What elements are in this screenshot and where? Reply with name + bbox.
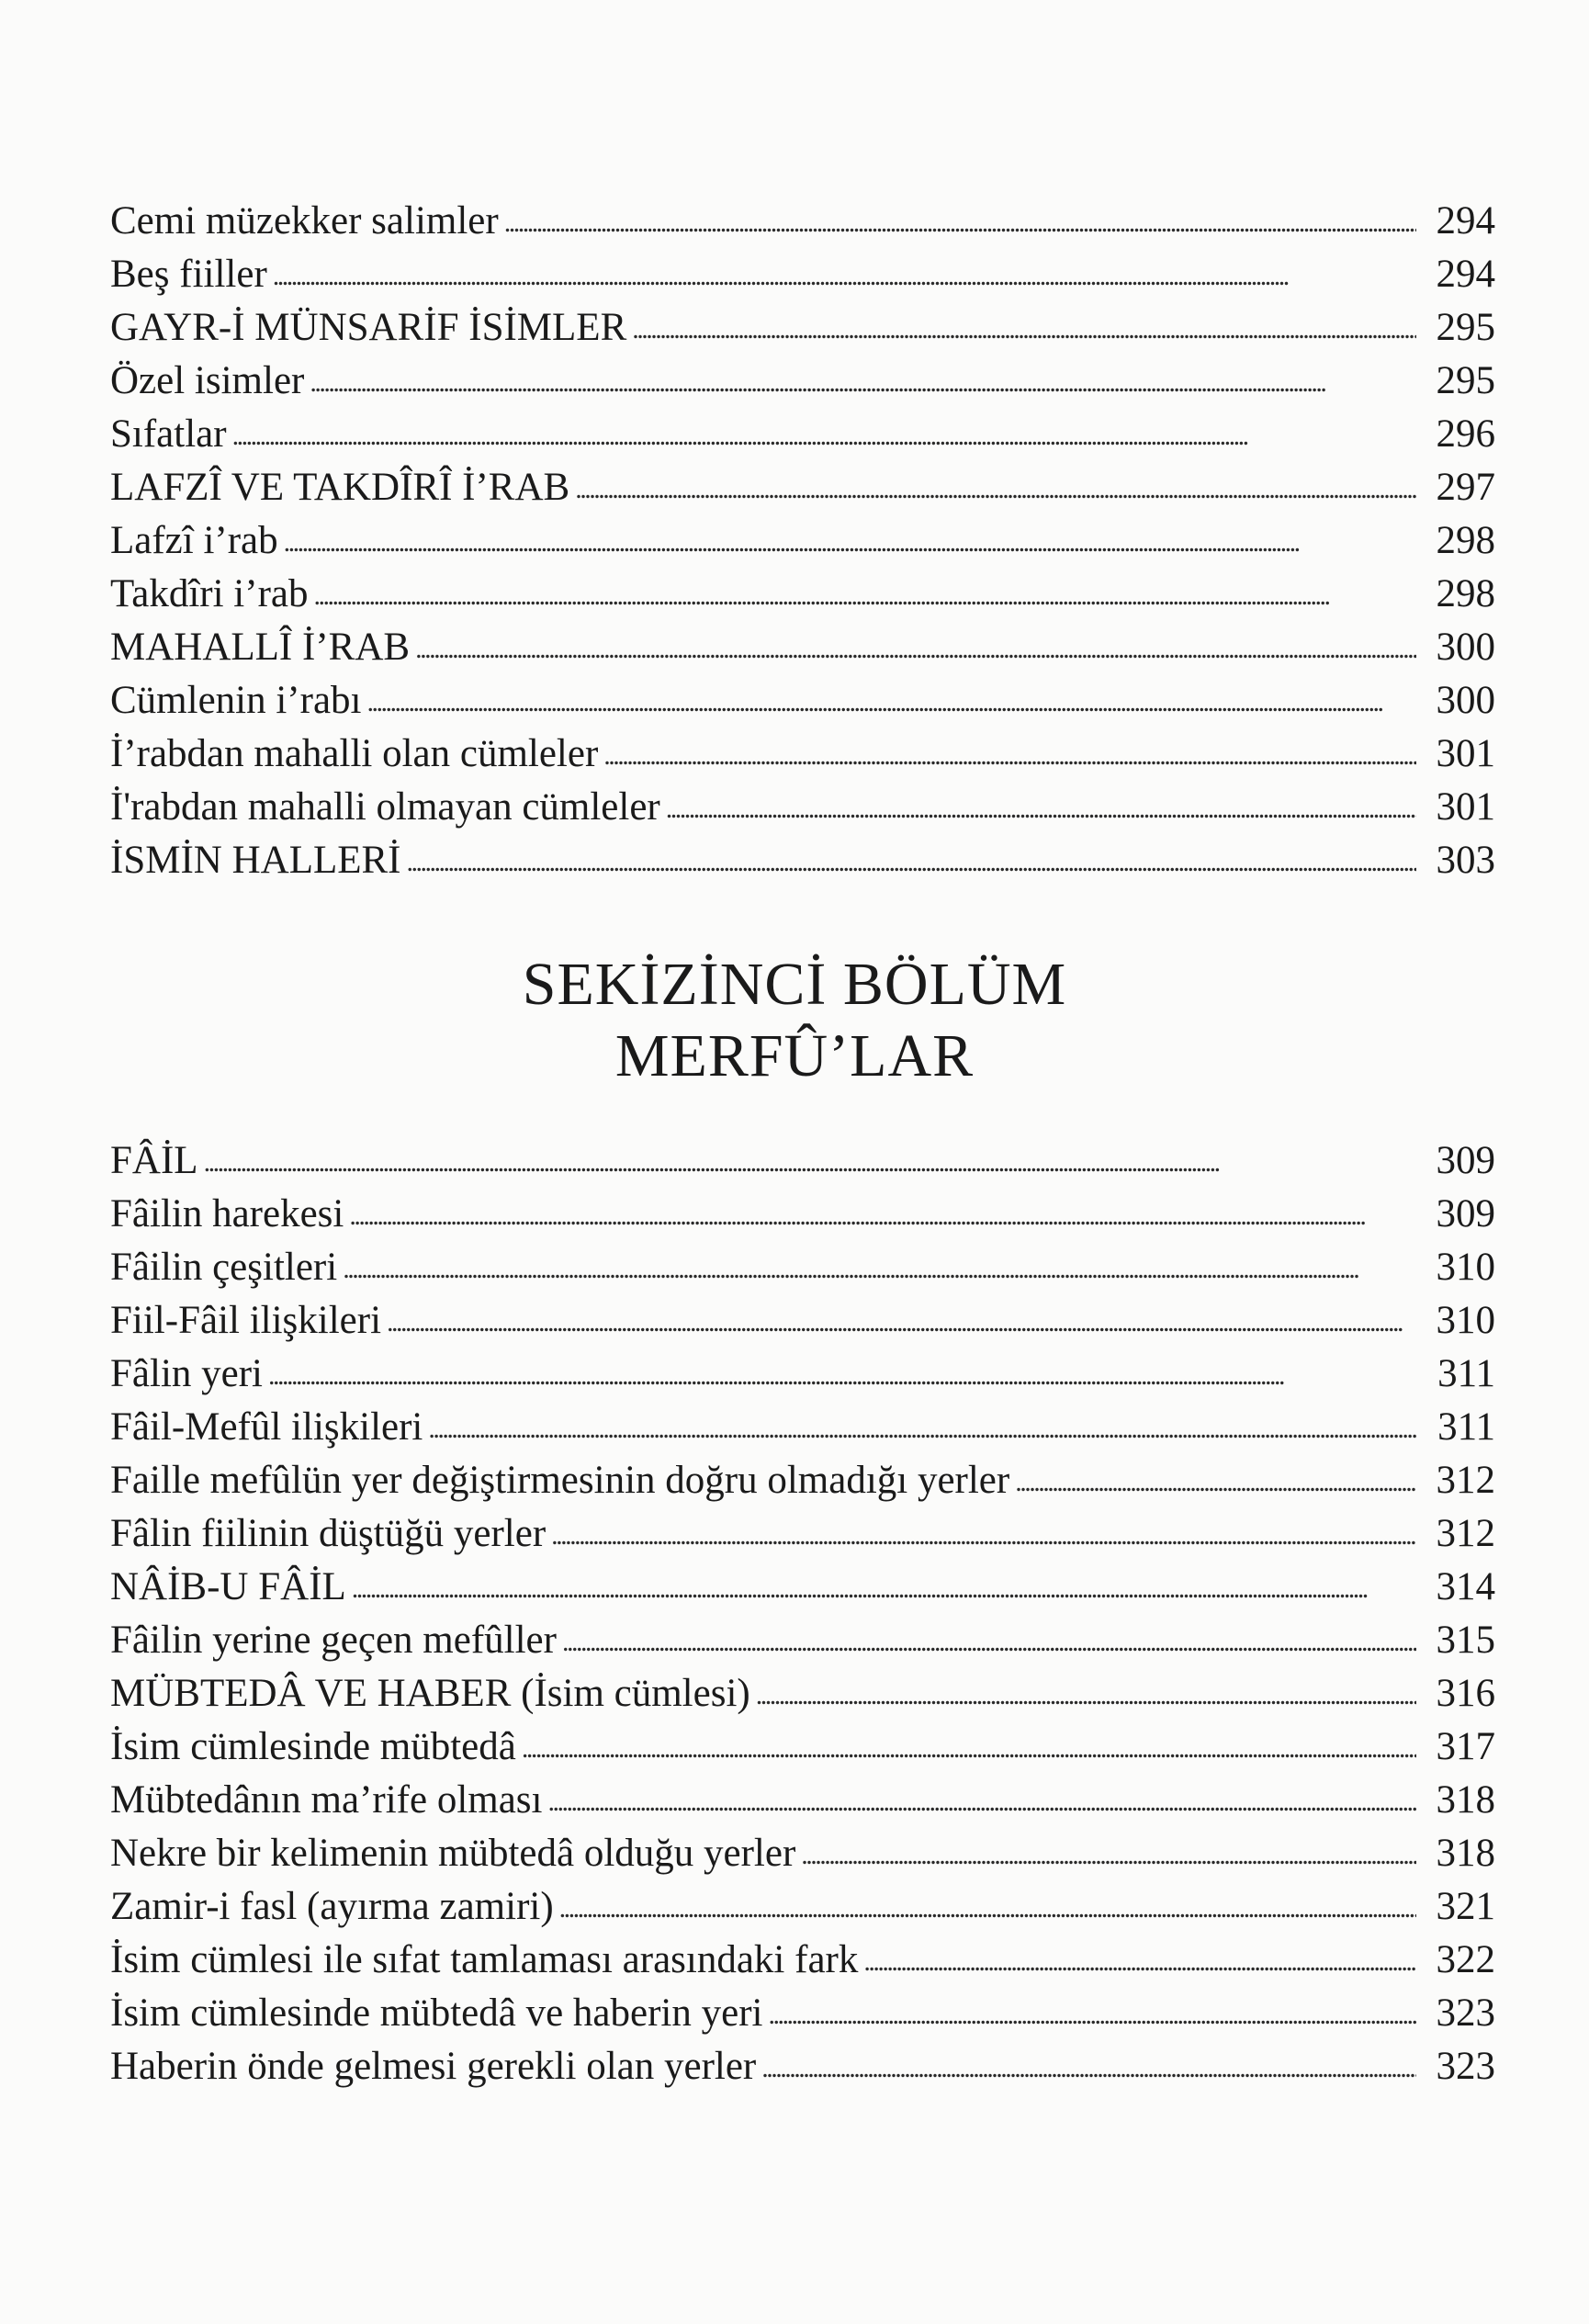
toc-entry-page: 310	[1436, 1246, 1495, 1289]
toc-entry	[110, 301, 1495, 355]
dot-leader	[551, 1506, 1416, 1562]
toc-entry	[110, 1987, 1495, 2040]
toc-entry-page: 298	[1436, 572, 1495, 615]
toc-entry-title: Cemi müzekker salimler	[110, 199, 499, 243]
toc-entry	[110, 1188, 1495, 1241]
dot-leader	[603, 726, 1416, 783]
toc-entry-title: Mübtedânın ma’rife olması	[110, 1778, 543, 1822]
toc-entry-title: Haberin önde gelmesi gerekli olan yerler	[110, 2045, 757, 2088]
toc-entry-page: 311	[1437, 1405, 1495, 1449]
toc-entry	[110, 728, 1495, 781]
dot-leader	[547, 1772, 1416, 1829]
toc-entry-title: İsim cümlesinde mübtedâ	[110, 1725, 516, 1768]
toc-entry	[110, 834, 1495, 887]
toc-entry-page: 318	[1436, 1832, 1495, 1875]
dot-leader	[387, 1292, 1416, 1349]
toc-entry-title: Fâilin yerine geçen mefûller	[110, 1619, 557, 1662]
toc-entry	[110, 1774, 1495, 1827]
dot-leader	[575, 459, 1416, 516]
toc-entry	[110, 408, 1495, 461]
toc-entry-page: 298	[1436, 519, 1495, 562]
dot-leader	[310, 353, 1416, 410]
toc-entry	[110, 1667, 1495, 1720]
dot-leader	[349, 1186, 1416, 1243]
dot-leader	[504, 193, 1416, 250]
dot-leader	[562, 1612, 1416, 1669]
dot-leader	[801, 1825, 1416, 1882]
dot-leader	[232, 406, 1416, 463]
toc-entry-page: 295	[1436, 359, 1495, 402]
toc-entry-page: 297	[1436, 466, 1495, 509]
dot-leader	[522, 1719, 1416, 1776]
toc-entry-page: 311	[1437, 1352, 1495, 1395]
toc-entry-page: 295	[1436, 306, 1495, 349]
toc-entry-page: 322	[1436, 1938, 1495, 1981]
toc-entry-title: Zamir-i fasl (ayırma zamiri)	[110, 1885, 554, 1928]
toc-entry-title: LAFZÎ VE TAKDÎRÎ İ’RAB	[110, 466, 570, 509]
toc-entry-title: MÜBTEDÂ VE HABER (İsim cümlesi)	[110, 1672, 750, 1715]
toc-entry-title: Nekre bir kelimenin mübtedâ olduğu yerler	[110, 1832, 796, 1875]
toc-entry-page: 318	[1436, 1778, 1495, 1822]
toc-entry-page: 296	[1436, 412, 1495, 456]
toc-entry	[110, 1454, 1495, 1507]
toc-entry	[110, 781, 1495, 834]
toc-entry	[110, 1401, 1495, 1454]
toc-entry	[110, 674, 1495, 728]
dot-leader	[666, 779, 1416, 836]
toc-entry	[110, 461, 1495, 514]
section-heading-chapter: SEKİZİNCİ BÖLÜM	[522, 951, 1067, 1018]
toc-entry-page: 303	[1436, 839, 1495, 882]
toc-entry-page: 314	[1436, 1565, 1495, 1608]
toc-entry	[110, 1134, 1495, 1188]
toc-list-second	[110, 1134, 1495, 2093]
dot-leader	[559, 1878, 1416, 1935]
toc-entry-page: 315	[1436, 1619, 1495, 1662]
toc-entry-title: İSMİN HALLERİ	[110, 839, 401, 882]
toc-entry-title: Özel isimler	[110, 359, 305, 402]
toc-entry-page: 323	[1436, 2045, 1495, 2088]
dot-leader	[632, 299, 1416, 356]
toc-entry-title: Fâil-Mefûl ilişkileri	[110, 1405, 423, 1449]
toc-entry-title: Cümlenin i’rabı	[110, 679, 362, 722]
toc-entry	[110, 1507, 1495, 1561]
toc-entry	[110, 1241, 1495, 1294]
toc-list-first	[110, 195, 1495, 887]
toc-entry	[110, 1880, 1495, 1934]
dot-leader	[343, 1239, 1416, 1296]
dot-leader	[268, 1346, 1416, 1403]
dot-leader	[204, 1133, 1416, 1190]
dot-leader	[407, 832, 1417, 889]
toc-entry-page: 323	[1436, 1991, 1495, 2035]
toc-entry	[110, 568, 1495, 621]
toc-entry	[110, 1614, 1495, 1667]
toc-entry-page: 300	[1436, 626, 1495, 669]
toc-entry-page: 294	[1436, 199, 1495, 243]
toc-entry-title: Sıfatlar	[110, 412, 227, 456]
toc-entry	[110, 1934, 1495, 1987]
toc-entry-page: 321	[1436, 1885, 1495, 1928]
toc-entry-title: Lafzî i’rab	[110, 519, 278, 562]
dot-leader	[415, 619, 1416, 676]
dot-leader	[428, 1399, 1416, 1456]
toc-entry-title: İ'rabdan mahalli olmayan cümleler	[110, 785, 660, 829]
toc-entry-page: 312	[1436, 1459, 1495, 1502]
toc-entry-page: 301	[1436, 785, 1495, 829]
toc-entry-title: Fâilin harekesi	[110, 1192, 344, 1235]
toc-entry	[110, 514, 1495, 568]
dot-leader	[756, 1665, 1416, 1722]
toc-entry-title: Fâlin fiilinin düştüğü yerler	[110, 1512, 547, 1555]
dot-leader	[366, 672, 1416, 729]
toc-entry-title: İsim cümlesinde mübtedâ ve haberin yeri	[110, 1991, 763, 2035]
toc-entry-page: 316	[1436, 1672, 1495, 1715]
toc-entry-title: Fiil-Fâil ilişkileri	[110, 1299, 382, 1342]
toc-entry	[110, 195, 1495, 248]
toc-entry	[110, 1348, 1495, 1401]
toc-entry-page: 317	[1436, 1725, 1495, 1768]
dot-leader	[313, 566, 1416, 623]
toc-entry-page: 300	[1436, 679, 1495, 722]
toc-entry	[110, 1561, 1495, 1614]
toc-entry-title: Fâlin yeri	[110, 1352, 263, 1395]
toc-entry	[110, 621, 1495, 674]
toc-entry	[110, 355, 1495, 408]
toc-entry-title: GAYR-İ MÜNSARİF İSİMLER	[110, 306, 627, 349]
toc-entry-title: Beş fiiller	[110, 253, 267, 296]
toc-entry-page: 301	[1436, 732, 1495, 775]
toc-entry-page: 309	[1436, 1192, 1495, 1235]
toc-entry	[110, 248, 1495, 301]
toc-entry-page: 294	[1436, 253, 1495, 296]
toc-entry	[110, 2040, 1495, 2093]
toc-entry-title: Fâilin çeşitleri	[110, 1246, 338, 1289]
toc-entry	[110, 1720, 1495, 1774]
toc-entry-title: MAHALLÎ İ’RAB	[110, 626, 411, 669]
toc-entry-title: Faille mefûlün yer değiştirmesinin doğru olmadığı yerler	[110, 1459, 1010, 1502]
toc-entry-page: 309	[1436, 1139, 1495, 1182]
toc-entry-title: İsim cümlesi ile sıfat tamlaması arasındaki fark	[110, 1938, 859, 1981]
toc-entry-title: NÂİB-U FÂİL	[110, 1565, 346, 1608]
toc-entry-page: 310	[1436, 1299, 1495, 1342]
dot-leader	[284, 513, 1416, 570]
dot-leader	[863, 1932, 1416, 1989]
toc-entry	[110, 1294, 1495, 1348]
toc-entry-title: FÂİL	[110, 1139, 198, 1182]
toc-entry-page: 312	[1436, 1512, 1495, 1555]
dot-leader	[352, 1559, 1416, 1616]
dot-leader	[761, 2038, 1416, 2095]
dot-leader	[1015, 1452, 1416, 1509]
dot-leader	[768, 1985, 1416, 2042]
toc-entry-title: Takdîri i’rab	[110, 572, 309, 615]
dot-leader	[273, 246, 1416, 303]
section-heading-title: MERFÛ’LAR	[614, 1022, 975, 1089]
toc-entry	[110, 1827, 1495, 1880]
toc-entry-title: İ’rabdan mahalli olan cümleler	[110, 732, 599, 775]
